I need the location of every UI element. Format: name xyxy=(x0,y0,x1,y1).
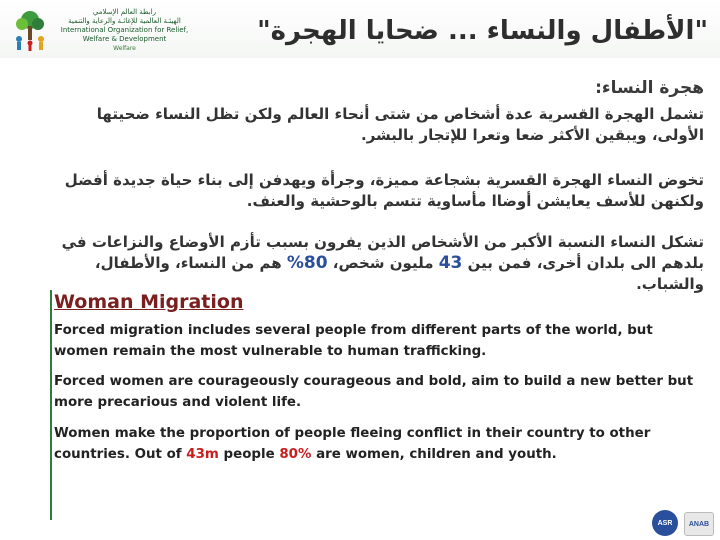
logo-text xyxy=(58,8,191,53)
english-paragraph-1: Forced migration includes several people from different parts of the world, but women remain the most vulnerable to human trafficking. xyxy=(54,323,653,359)
english-p3-number: 43m xyxy=(186,447,219,462)
footer-logos xyxy=(652,510,714,536)
accent-divider xyxy=(50,290,52,520)
english-paragraph-2: Forced women are courageously courageous and bold, aim to build a new better but more precarious and violent life. xyxy=(54,374,694,410)
english-p3-text-b: people xyxy=(223,447,275,462)
arabic-p3-percent: 80% xyxy=(286,253,328,273)
english-p3-text-c: are women, children and youth. xyxy=(316,447,557,462)
logo-line-english: International Organization for Relief, Welfare & Development xyxy=(60,25,189,43)
anab-logo-badge: ANAB xyxy=(684,512,714,536)
header-bar xyxy=(0,0,720,58)
tree-figures-logo-icon xyxy=(6,6,54,54)
english-paragraph-3 xyxy=(54,423,694,465)
asr-logo-badge: ASR xyxy=(652,510,678,536)
arabic-paragraph-1: تشمل الهجرة القسرية عدة أشخاص من شتى أنحاء العالم ولكن تظل النساء ضحيتها الأولى، ويبقين الأكثر ضعا وتعرا للإتجار بالبشر. xyxy=(96,105,704,144)
arabic-heading: هجرة النساء: xyxy=(595,78,704,98)
arabic-paragraph-3 xyxy=(44,232,704,295)
arabic-paragraph-2: تخوض النساء الهجرة القسرية بشجاعة مميزة، وجرأة ويهدفن إلى بناء حياة جديدة أفضل ولكنهن للأسف يعايشن أوضاا مأساوية تتسم بالوحشية والعنف. xyxy=(64,171,704,210)
page-title: "الأطفال والنساء ... ضحايا الهجرة" xyxy=(257,16,708,46)
arabic-p3-millions: 43 xyxy=(438,253,463,273)
arabic-p3-text-a: تشكل النساء النسبة الأكبر من الأشخاص الذين يفرون بسبب تأزم الأوضاع والنزاعات في بلدهم الى بلدان أخرى، فمن بين xyxy=(61,233,704,272)
arabic-p3-text-b: مليون شخص، xyxy=(332,254,434,272)
english-heading: Woman Migration xyxy=(54,291,244,313)
arabic-p3-text-c: هم من النساء، والأطفال، والشباب. xyxy=(94,254,704,293)
organization-logo xyxy=(6,4,191,56)
logo-line-arabic-2: الهيئـة العالمية للإغاثـة والرعاية والتنمية xyxy=(68,16,181,25)
logo-brand: Welfare xyxy=(113,44,136,52)
logo-line-arabic-1: رابطة العالم الإسلامي xyxy=(92,7,157,16)
english-p3-percent: 80% xyxy=(279,447,312,462)
english-p3-text-a: Women make the proportion of people fleeing conflict in their country to other countries. Out of xyxy=(54,426,651,462)
